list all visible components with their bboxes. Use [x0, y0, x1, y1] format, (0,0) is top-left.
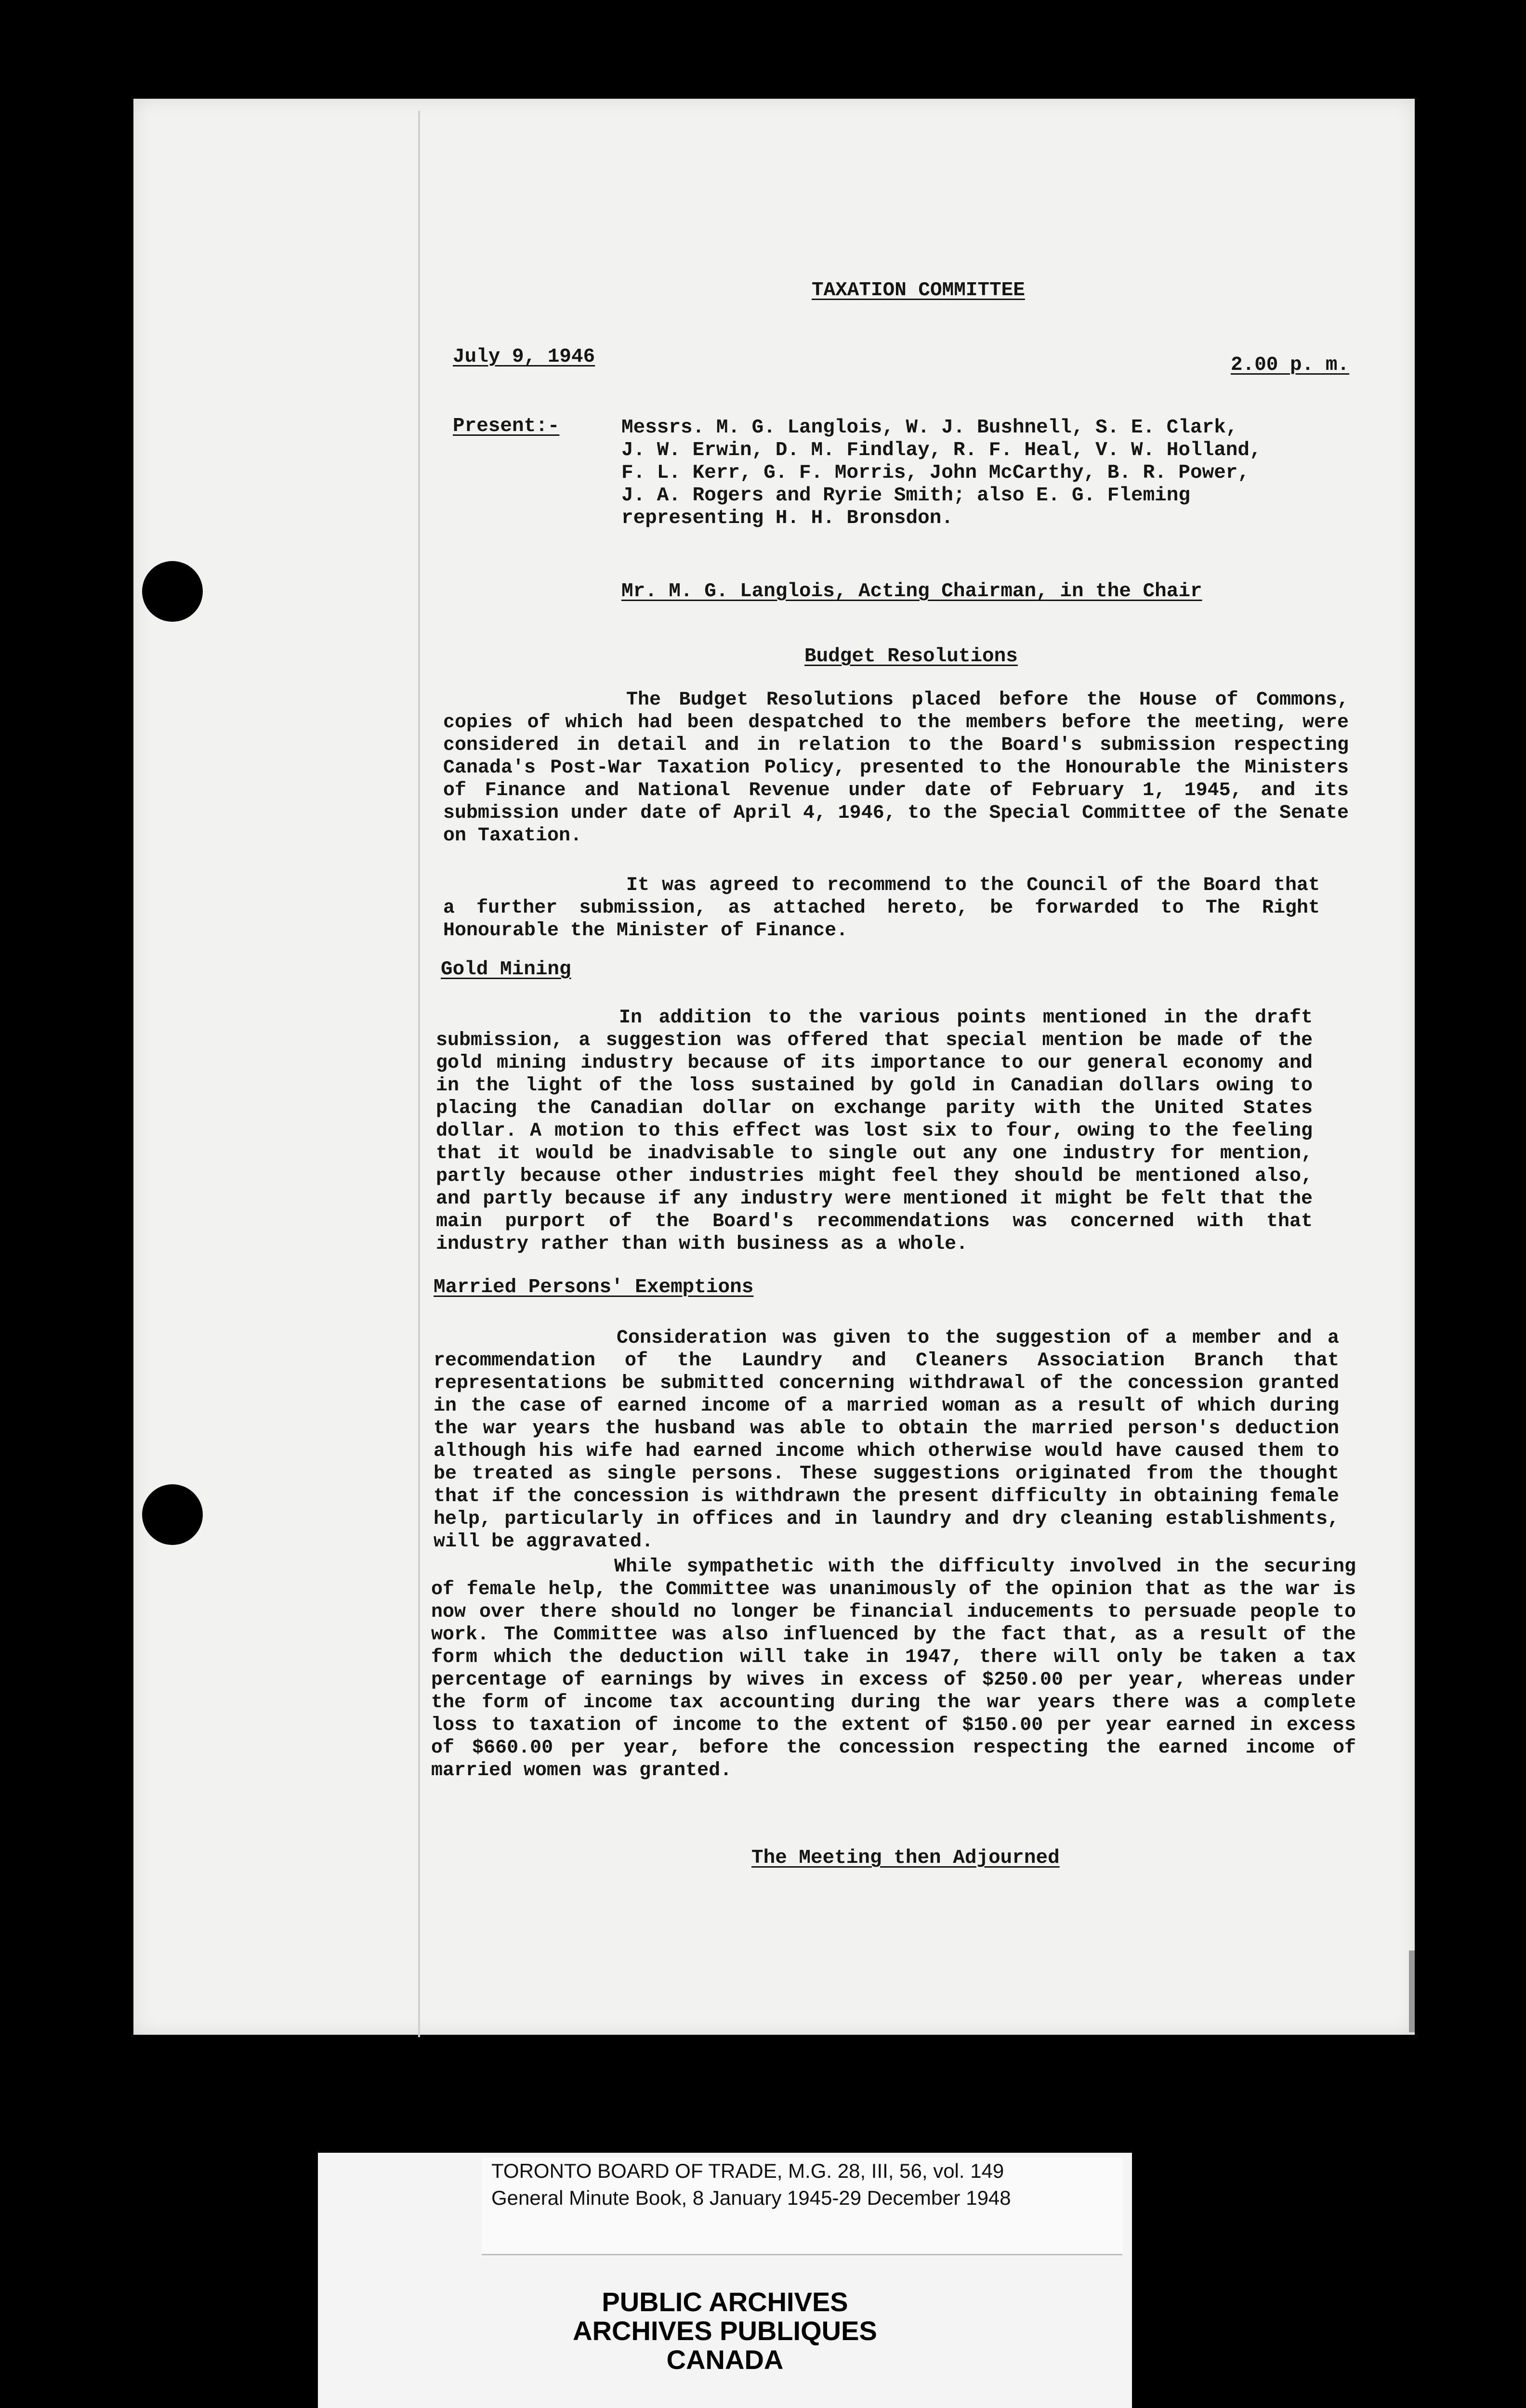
archive-reference-line: General Minute Book, 8 January 1945-29 December 1948: [491, 2186, 1011, 2209]
archive-reference-line: TORONTO BOARD OF TRADE, M.G. 28, III, 56, vol. 149: [491, 2159, 1004, 2182]
attendee-line: F. L. Kerr, G. F. Morris, John McCarthy, B. R. Power,: [621, 462, 1250, 484]
chair-line: Mr. M. G. Langlois, Acting Chairman, in the Chair: [621, 580, 1202, 602]
attendee-line: Messrs. M. G. Langlois, W. J. Bushnell, S. E. Clark,: [621, 417, 1238, 439]
budget-paragraph-2: It was agreed to recommend to the Council of the Board that a further submission, as attached hereto, be forwarded to The Right Honourable the Minister of Finance.: [443, 875, 1320, 942]
archive-label: [318, 2153, 1132, 2408]
attendee-line: J. A. Rogers and Ryrie Smith; also E. G. Fleming: [621, 484, 1190, 507]
archives-stamp: [318, 2288, 1132, 2374]
closing-line: The Meeting then Adjourned: [751, 1847, 1060, 1869]
attendee-line: J. W. Erwin, D. M. Findlay, R. F. Heal, V. W. Holland,: [621, 439, 1262, 461]
archive-reference: [482, 2158, 1122, 2255]
section-heading-gold-mining: Gold Mining: [441, 958, 571, 981]
page-edge-mark: [1409, 1950, 1415, 2032]
punch-hole: [142, 561, 203, 622]
section-heading-married-persons: Married Persons' Exemptions: [434, 1276, 754, 1298]
archives-stamp-line: ARCHIVES PUBLIQUES: [573, 2316, 877, 2346]
meeting-date: July 9, 1946: [453, 346, 595, 368]
attendee-line: representing H. H. Bronsdon.: [621, 507, 953, 529]
archives-stamp-line: PUBLIC ARCHIVES: [602, 2287, 848, 2317]
section-heading-budget: Budget Resolutions: [804, 645, 1018, 667]
budget-paragraph-1: The Budget Resolutions placed before the House of Commons, copies of which had been despatched to the members before the meeting, were considered in detail and in relation to the Board's submission respecting Canada's Post-War Taxation Policy, presented to the Honourable the Ministers of Finance and National Revenue under date of February 1, 1945, and its submission under date of April 4, 1946, to the Special Committee of the Senate on Taxation.: [443, 689, 1349, 847]
meeting-time: 2.00 p. m.: [1231, 354, 1350, 376]
margin-rule: [418, 111, 420, 2037]
present-label: Present:-: [453, 415, 560, 437]
archives-stamp-line: CANADA: [666, 2344, 784, 2375]
married-persons-paragraph-1: Consideration was given to the suggestion of a member and a recommendation of the Laundry and Cleaners Association Branch that representations be submitted concerning withdrawal of the concession granted in the case of earned income of a married woman as a result of which during the war years the husband was able to obtain the married person's deduction although his wife had earned income which otherwise would have caused them to be treated as single persons. These suggestions originated from the thought that if the concession is withdrawn the present difficulty in obtaining female help, particularly in offices and in laundry and dry cleaning establishments, will be aggravated.: [434, 1327, 1339, 1553]
document-heading: TAXATION COMMITTEE: [812, 279, 1025, 301]
married-persons-paragraph-2: While sympathetic with the difficulty involved in the securing of female help, the Committee was unanimously of the opinion that as the war is now over there should no longer be financial inducements to persuade people to work. The Committee was also influenced by the fact that, as a result of the form which the deduction will take in 1947, there will only be taken a tax percentage of earnings by wives in excess of $250.00 per year, whereas under the form of income tax accounting during the war years there was a complete loss to taxation of income to the extent of $150.00 per year earned in excess of $660.00 per year, before the concession respecting the earned income of married women was granted.: [431, 1556, 1356, 1781]
gold-mining-paragraph: In addition to the various points mentioned in the draft submission, a suggestion was offered that special mention be made of the gold mining industry because of its importance to our general economy and in the light of the loss sustained by gold in Canadian dollars owing to placing the Canadian dollar on exchange parity with the United States dollar. A motion to this effect was lost six to four, owing to the feeling that it would be inadvisable to single out any one industry for mention, partly because other industries might feel they should be mentioned also, and partly because if any industry were mentioned it might be felt that the main purport of the Board's recommendations was concerned with that industry rather than with business as a whole.: [436, 1007, 1313, 1255]
punch-hole: [142, 1484, 203, 1545]
